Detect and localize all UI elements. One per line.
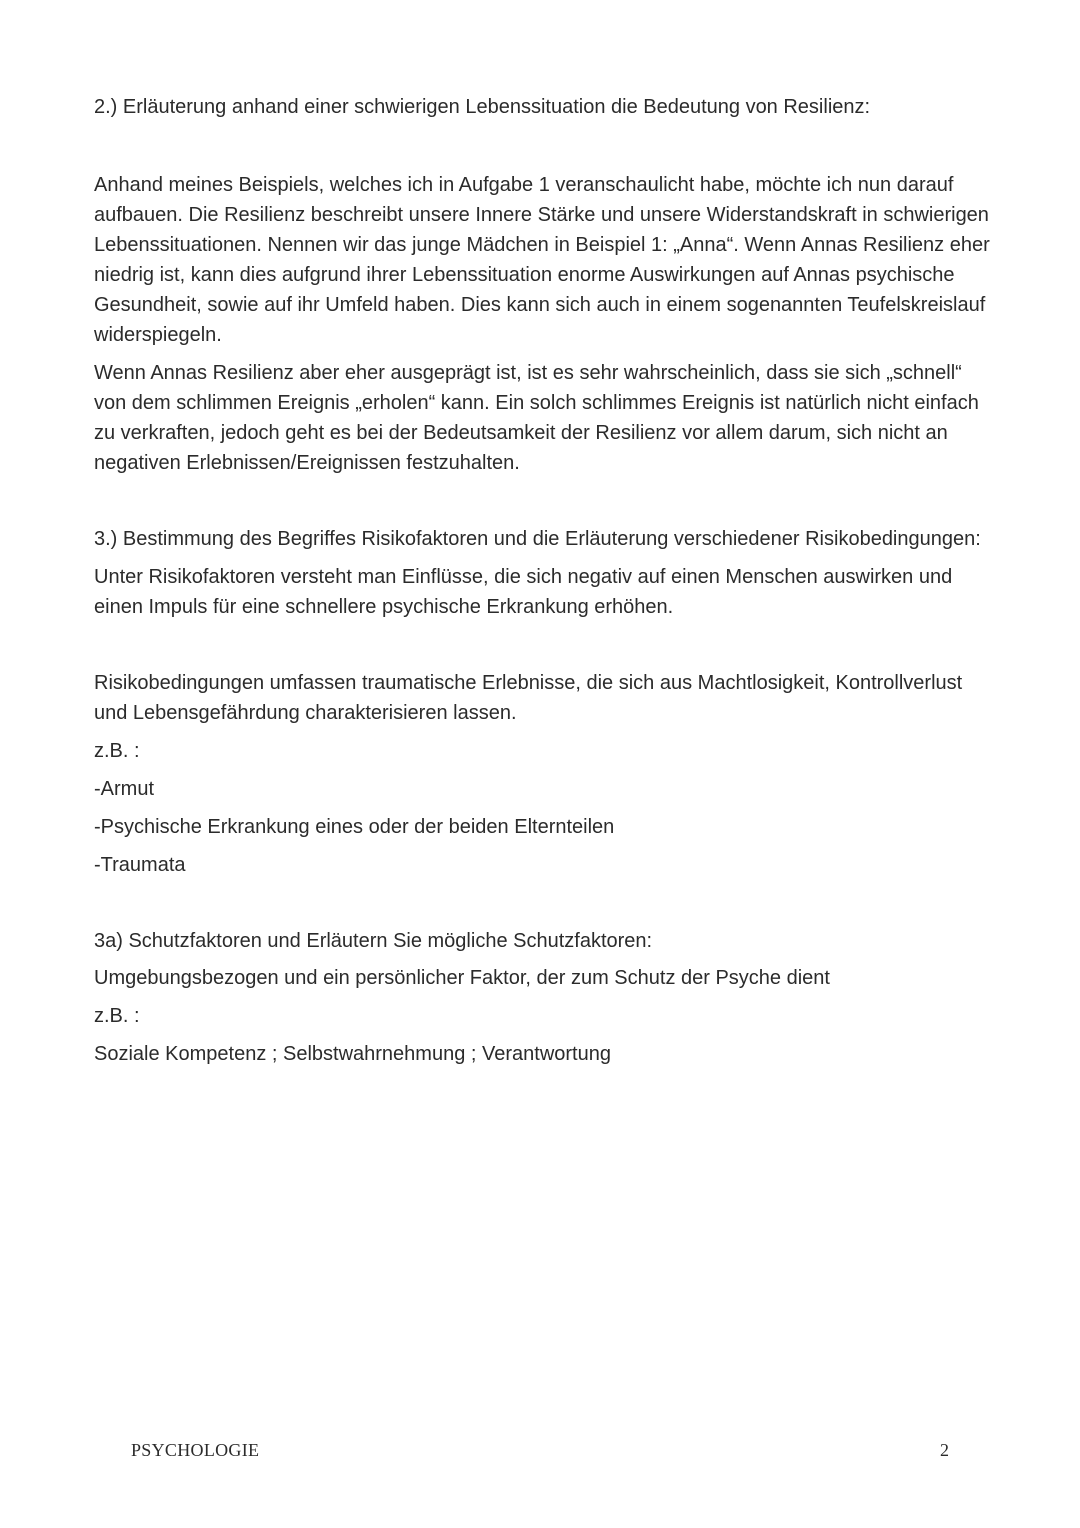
section-3-heading: 3.) Bestimmung des Begriffes Risikofaktoren und die Erläuterung verschiedener Risikobedingungen: (94, 528, 981, 550)
section-3a-heading: 3a) Schutzfaktoren und Erläutern Sie mögliche Schutzfaktoren: (94, 930, 653, 952)
list-item: -Armut (94, 778, 154, 800)
section-2-paragraph-2: Wenn Annas Resilienz aber eher ausgeprägt ist, ist es sehr wahrscheinlich, dass sie sich „schnell“ von dem schlimmen Ereignis „erholen“ kann. Ein solch schlimmes Ereignis ist natürlich nicht einfach zu verkraften, jedoch geht es bei der Bedeutsamkeit der Resilienz vor allem darum, sich nicht an negativen Erlebnissen/Ereignissen festzuhalten. (94, 362, 979, 474)
list-item: -Psychische Erkrankung eines oder der beiden Elternteilen (94, 816, 615, 838)
page-number: 2 (940, 1440, 949, 1460)
section-2-paragraph-1: Anhand meines Beispiels, welches ich in Aufgabe 1 veranschaulicht habe, möchte ich nun darauf aufbauen. Die Resilienz beschreibt unsere Innere Stärke und unsere Widerstandskraft in schwierigen Lebenssituationen. Nennen wir das junge Mädchen in Beispiel 1: „Anna“. Wenn Annas Resilienz eher niedrig ist, kann dies aufgrund ihrer Lebenssituation enorme Auswirkungen auf Annas psychische Gesundheit, sowie auf ihr Umfeld haben. Dies kann sich auch in einem sogenannten Teufelskreislauf widerspiegeln. (94, 174, 990, 346)
section-3-paragraph-2: Risikobedingungen umfassen traumatische Erlebnisse, die sich aus Machtlosigkeit, Kontrollverlust und Lebensgefährdung charakterisieren lassen. (94, 672, 963, 724)
footer-subject: PSYCHOLOGIE (131, 1440, 260, 1460)
section-3a-examples: Soziale Kompetenz ; Selbstwahrnehmung ; Verantwortung (94, 1043, 611, 1065)
section-2-heading: 2.) Erläuterung anhand einer schwierigen Lebenssituation die Bedeutung von Resilienz: (94, 96, 871, 118)
section-3a-example-label: z.B. : (94, 1005, 140, 1027)
section-3-example-label: z.B. : (94, 740, 140, 762)
document-body (94, 92, 994, 1069)
list-item: -Traumata (94, 854, 186, 876)
section-3a-paragraph-1: Umgebungsbezogen und ein persönlicher Faktor, der zum Schutz der Psyche dient (94, 967, 830, 989)
section-3-paragraph-1: Unter Risikofaktoren versteht man Einflüsse, die sich negativ auf einen Menschen auswirken und einen Impuls für eine schnellere psychische Erkrankung erhöhen. (94, 566, 953, 618)
